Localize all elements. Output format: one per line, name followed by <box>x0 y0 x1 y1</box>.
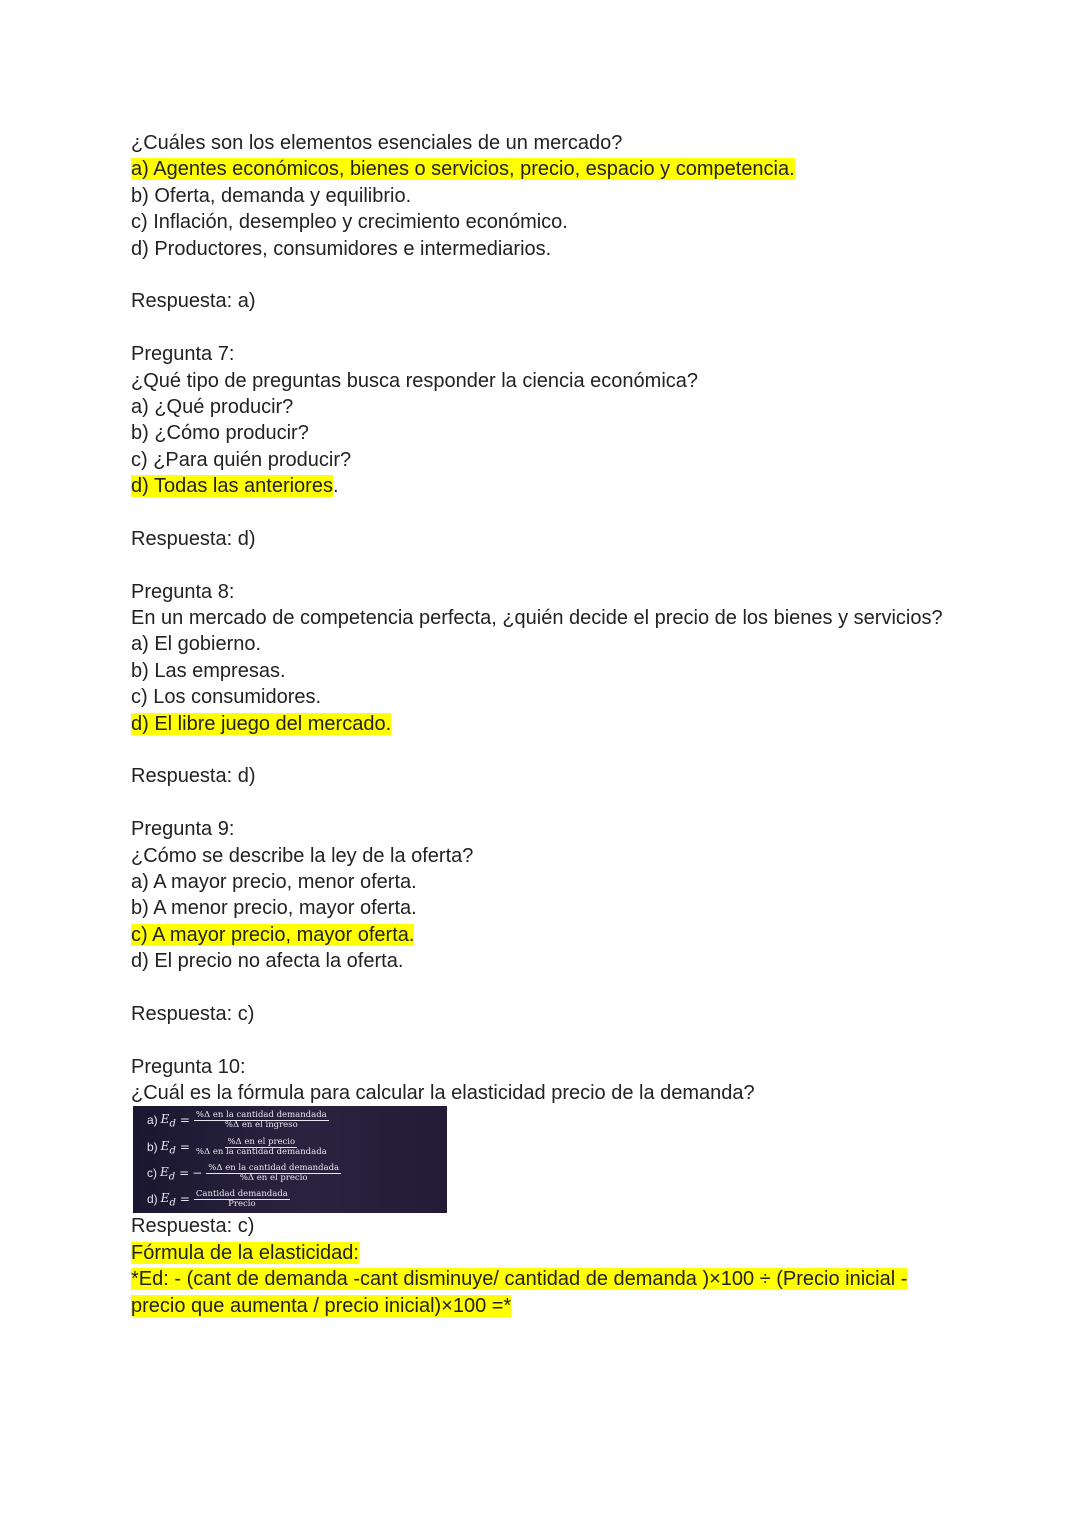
q6-option-d: d) Productores, consumidores e intermediarios. <box>131 237 552 260</box>
q6-option-a: a) Agentes económicos, bienes o servicios, precio, espacio y competencia. <box>131 158 795 181</box>
formula-option-c: c) $E_d$ = − $\frac{\text{\%Δ en la cantidad demandada}}{\text{\%Δ en el precio}}$ <box>147 1162 340 1183</box>
q7-option-d-period: . <box>332 475 339 498</box>
q6-question: ¿Cuáles son los elementos esenciales de un mercado? <box>131 132 623 154</box>
q9-option-c: c) A mayor precio, mayor oferta. <box>131 923 415 946</box>
q9-question: ¿Cómo se describe la ley de la oferta? <box>131 844 474 867</box>
q6-option-c: c) Inflación, desempleo y crecimiento económico. <box>131 211 568 234</box>
q9-option-d: d) El precio no afecta la oferta. <box>131 950 404 973</box>
formula-option-a: a) $E_d$ = $\frac{\text{\%Δ en la cantidad demandada}}{\text{\%Δ en el ingreso}}$ <box>147 1109 327 1130</box>
q7-question: ¿Qué tipo de preguntas busca responder la ciencia económica? <box>131 369 699 392</box>
q8-question: En un mercado de competencia perfecta, ¿quién decide el precio de los bienes y servicios? <box>131 607 943 630</box>
formula-options-image <box>133 1106 447 1213</box>
q9-title: Pregunta 9: <box>131 818 235 841</box>
q10-note-title: Fórmula de la elasticidad: <box>131 1241 359 1264</box>
q9-answer: Respuesta: c) <box>131 1002 255 1025</box>
q10-note-line2: precio que aumenta / precio inicial)×100 =* <box>131 1294 512 1317</box>
q7-option-c: c) ¿Para quién producir? <box>131 448 352 471</box>
q7-title: Pregunta 7: <box>131 343 235 366</box>
document-page <box>131 130 951 1319</box>
q8-answer: Respuesta: d) <box>131 765 256 788</box>
formula-option-d: d) $E_d$ = $\frac{\text{Cantidad demandada}}{\text{Precio}}$ <box>147 1188 288 1209</box>
q7-option-d: d) Todas las anteriores <box>131 475 333 498</box>
q10-title: Pregunta 10: <box>131 1055 246 1078</box>
q9-option-b: b) A menor precio, mayor oferta. <box>131 897 417 920</box>
q8-option-a: a) El gobierno. <box>131 633 262 656</box>
q6-answer: Respuesta: a) <box>131 290 256 313</box>
q10-question: ¿Cuál es la fórmula para calcular la elasticidad precio de la demanda? <box>131 1082 755 1105</box>
q8-title: Pregunta 8: <box>131 580 235 603</box>
q7-option-a: a) ¿Qué producir? <box>131 395 294 418</box>
q7-answer: Respuesta: d) <box>131 527 256 550</box>
q6-option-b: b) Oferta, demanda y equilibrio. <box>131 184 412 207</box>
formula-option-b: b) $E_d$ = $\frac{\text{\%Δ en el precio}}{\text{\%Δ en la cantidad demandada}}$ <box>147 1136 327 1157</box>
q8-option-b: b) Las empresas. <box>131 659 286 682</box>
q8-option-c: c) Los consumidores. <box>131 686 322 709</box>
q10-note-line1: *Ed: - (cant de demanda -cant disminuye/ cantidad de demanda )×100 ÷ (Precio inicial - <box>131 1268 908 1291</box>
q9-option-a: a) A mayor precio, menor oferta. <box>131 870 417 893</box>
q10-answer: Respuesta: c) <box>131 1215 255 1238</box>
q7-option-b: b) ¿Cómo producir? <box>131 422 309 445</box>
q8-option-d: d) El libre juego del mercado. <box>131 712 392 735</box>
